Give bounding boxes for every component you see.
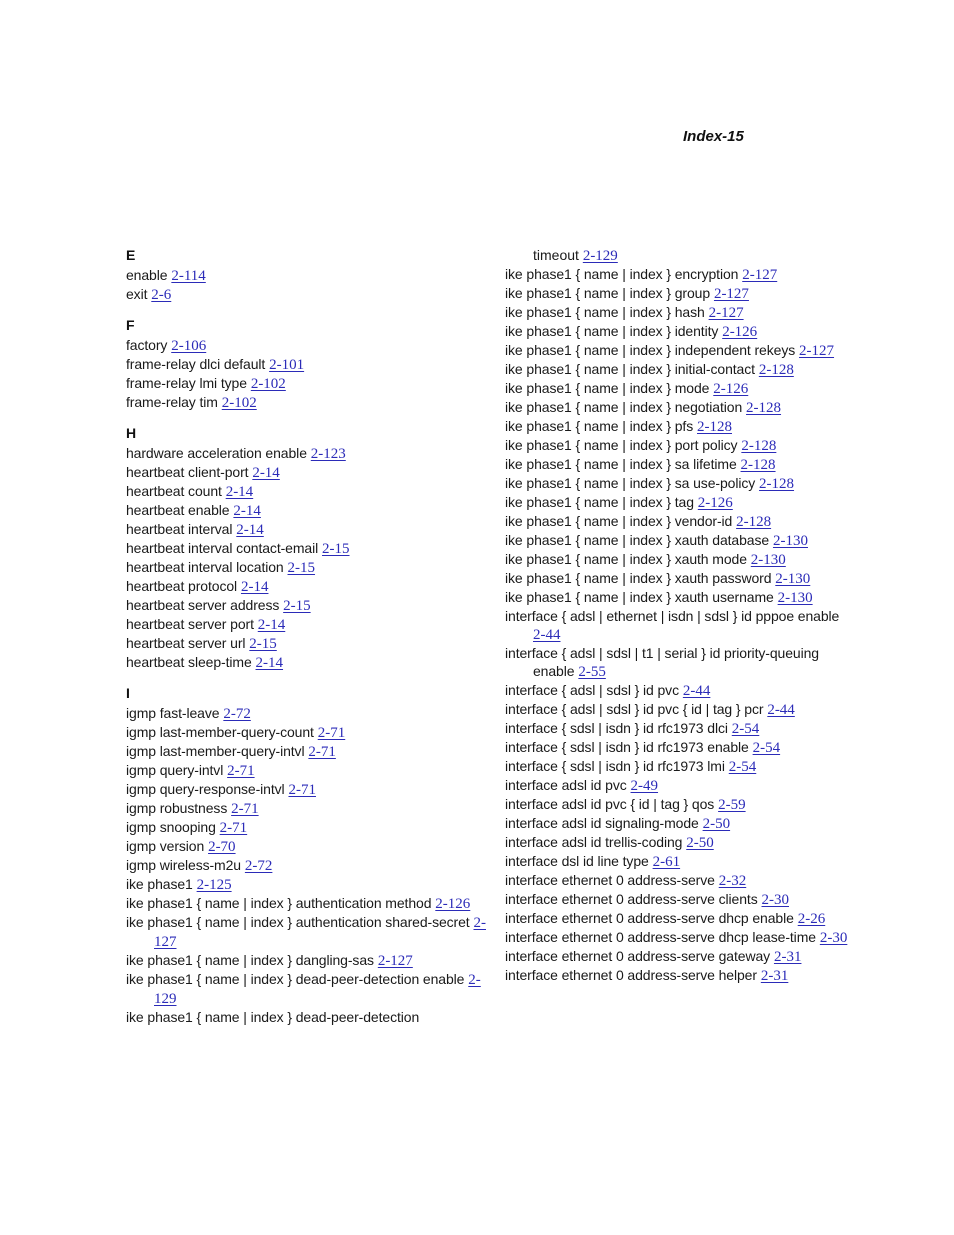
page-reference-link[interactable]: 2-14: [236, 522, 264, 538]
index-term: ike phase1 { name | index } dead-peer-detection enable: [126, 971, 465, 987]
index-entry: [505, 814, 850, 833]
index-term: igmp wireless-m2u: [126, 857, 241, 873]
index-term: heartbeat interval contact-email: [126, 540, 319, 556]
index-entry: [126, 482, 486, 501]
index-term: heartbeat server port: [126, 616, 254, 632]
index-entry: [126, 393, 486, 412]
page-reference-link[interactable]: 2-14: [255, 655, 284, 671]
section-heading: F: [126, 317, 135, 333]
index-term: heartbeat protocol: [126, 578, 238, 594]
index-entry: [505, 852, 850, 871]
page-reference-link[interactable]: 2-71: [231, 801, 259, 817]
index-entry: [126, 837, 486, 856]
index-column-left: [126, 246, 486, 1026]
page-reference-link[interactable]: 2-32: [718, 873, 747, 889]
section-heading: I: [126, 685, 130, 701]
index-entry: [126, 913, 486, 951]
index-term: heartbeat server url: [126, 635, 246, 651]
page-reference-link[interactable]: 2-126: [713, 381, 749, 397]
page-reference-link[interactable]: 2-6: [151, 287, 172, 303]
page-reference-link[interactable]: 2-15: [287, 560, 316, 576]
page-reference-link[interactable]: 2-61: [652, 854, 681, 870]
index-entry: [505, 795, 850, 814]
page-reference-link[interactable]: 2-72: [244, 858, 273, 874]
index-entry: [126, 520, 486, 539]
index-term: ike phase1 { name | index } hash: [505, 304, 705, 320]
page-reference-link[interactable]: 2-130: [772, 533, 808, 549]
index-term: hardware acceleration enable: [126, 445, 307, 461]
page-reference-link[interactable]: 2-71: [317, 725, 346, 741]
index-term: heartbeat interval: [126, 521, 233, 537]
index-entry: [126, 558, 486, 577]
index-entry: [126, 723, 486, 742]
index-entry: [126, 355, 486, 374]
index-term: ike phase1 { name | index } mode: [505, 380, 710, 396]
index-entry: [505, 436, 850, 455]
page-number-header: Index-15: [683, 128, 744, 145]
page-reference-link[interactable]: 2-114: [171, 268, 206, 284]
index-term: interface { adsl | sdsl | t1 | serial } id priority-queuing enable: [505, 645, 819, 679]
index-entry: [126, 444, 486, 463]
index-term: ike phase1 { name | index } authentication shared-secret: [126, 914, 470, 930]
page-reference-link[interactable]: 2-31: [760, 968, 789, 984]
index-entry: [505, 909, 850, 928]
index-term: igmp snooping: [126, 819, 216, 835]
index-entry: [126, 780, 486, 799]
index-entry: [505, 607, 850, 644]
index-term: ike phase1 { name | index } sa lifetime: [505, 456, 737, 472]
index-term: interface { adsl | sdsl } id pvc: [505, 682, 679, 698]
page-reference-link[interactable]: 2-126: [722, 324, 758, 340]
index-entry: [505, 738, 850, 757]
index-term: ike phase1 { name | index } encryption: [505, 266, 739, 282]
index-term: igmp version: [126, 838, 205, 854]
index-entry: [126, 596, 486, 615]
section-heading: H: [126, 425, 137, 441]
page-reference-link[interactable]: 2-123: [310, 446, 346, 462]
index-entry: [505, 719, 850, 738]
index-entry: [505, 398, 850, 417]
page-reference-link[interactable]: 2-130: [777, 590, 813, 606]
index-term: igmp last-member-query-intvl: [126, 743, 305, 759]
page-reference-link[interactable]: 2-106: [171, 338, 207, 354]
index-entry: [126, 856, 486, 875]
index-entry: [126, 539, 486, 558]
index-entry: [505, 379, 850, 398]
index-entry: [505, 455, 850, 474]
index-term: interface adsl id signaling-mode: [505, 815, 699, 831]
index-term: interface adsl id trellis-coding: [505, 834, 683, 850]
index-entry: [505, 776, 850, 795]
page-reference-link[interactable]: 2-44: [767, 702, 795, 718]
section-heading: E: [126, 247, 136, 263]
index-term: frame-relay tim: [126, 394, 218, 410]
index-term: interface { adsl | sdsl } id pvc { id | tag } pcr: [505, 701, 764, 717]
page-reference-link[interactable]: 2-70: [208, 839, 236, 855]
index-term: ike phase1 { name | index } authentication method: [126, 895, 432, 911]
index-term: factory: [126, 337, 168, 353]
index-term: interface ethernet 0 address-serve clients: [505, 891, 758, 907]
index-entry: [505, 417, 850, 436]
index-entry: [126, 704, 486, 723]
index-entry: [505, 947, 850, 966]
page-reference-link[interactable]: 2-130: [775, 571, 811, 587]
page-reference-link[interactable]: 2-127: [377, 953, 413, 969]
page-reference-link[interactable]: 2-14: [233, 503, 261, 519]
index-term: ike phase1 { name | index } tag: [505, 494, 694, 510]
page-reference-link[interactable]: 2-127: [799, 343, 835, 359]
index-entry: [505, 246, 850, 265]
index-entry: [126, 577, 486, 596]
index-entry: [505, 284, 850, 303]
page-reference-link[interactable]: 2-31: [773, 949, 802, 965]
index-entry: [126, 285, 486, 304]
page-reference-link[interactable]: 2-49: [630, 778, 659, 794]
page-reference-link[interactable]: 2-129: [582, 248, 618, 264]
page-reference-link[interactable]: 2-14: [252, 465, 280, 481]
index-entry: [126, 1008, 486, 1026]
index-column-right: [505, 246, 850, 985]
index-entry: [126, 818, 486, 837]
index-term: ike phase1 { name | index } port policy: [505, 437, 738, 453]
index-term: ike phase1 { name | index } xauth mode: [505, 551, 747, 567]
page-reference-link[interactable]: 2-128: [740, 457, 776, 473]
index-term: ike phase1 { name | index } vendor-id: [505, 513, 733, 529]
index-term: ike phase1 { name | index } xauth username: [505, 589, 774, 605]
index-term: interface ethernet 0 address-serve gateway: [505, 948, 771, 964]
index-entry: [126, 970, 486, 1008]
page-reference-link[interactable]: 2-127: [708, 305, 744, 321]
index-entry: [505, 474, 850, 493]
index-term: frame-relay dlci default: [126, 356, 266, 372]
index-term: interface { sdsl | isdn } id rfc1973 dlci: [505, 720, 728, 736]
index-entry: [505, 531, 850, 550]
index-entry: [126, 799, 486, 818]
index-term: interface { sdsl | isdn } id rfc1973 enable: [505, 739, 749, 755]
index-term: interface adsl id pvc: [505, 777, 627, 793]
index-entry: [126, 742, 486, 761]
page-reference-link[interactable]: 2-71: [308, 744, 336, 760]
page-reference-link[interactable]: 2-128: [697, 419, 732, 435]
index-entry: [505, 757, 850, 776]
index-term: ike phase1 { name | index } initial-contact: [505, 361, 755, 377]
index-term: ike phase1 { name | index } pfs: [505, 418, 694, 434]
page-reference-link[interactable]: 2-14: [225, 484, 254, 500]
page-reference-link[interactable]: 2-129: [154, 972, 481, 1007]
page-reference-link[interactable]: 2-71: [227, 763, 255, 779]
page-reference-link[interactable]: 2-26: [797, 911, 826, 927]
index-term: ike phase1 { name | index } group: [505, 285, 711, 301]
index-entry: [126, 501, 486, 520]
index-term: interface ethernet 0 address-serve dhcp lease-time: [505, 929, 816, 945]
index-entry: [505, 360, 850, 379]
index-entry: [126, 463, 486, 482]
page-reference-link[interactable]: 2-128: [758, 362, 794, 378]
page-reference-link[interactable]: 2-15: [249, 636, 277, 652]
index-entry: [505, 569, 850, 588]
page-reference-link[interactable]: 2-30: [819, 930, 848, 946]
index-term: heartbeat count: [126, 483, 222, 499]
index-term: heartbeat interval location: [126, 559, 284, 575]
index-entry: [505, 341, 850, 360]
page-reference-link[interactable]: 2-54: [728, 759, 757, 775]
index-term: ike phase1 { name | index } sa use-policy: [505, 475, 756, 491]
page-reference-link[interactable]: 2-14: [240, 579, 269, 595]
page-reference-link[interactable]: 2-102: [250, 376, 286, 392]
index-term: ike phase1 { name | index } independent rekeys: [505, 342, 796, 358]
page-reference-link[interactable]: 2-50: [702, 816, 731, 832]
index-entry: [126, 653, 486, 672]
page-reference-link[interactable]: 2-71: [288, 782, 316, 798]
index-entry: [505, 833, 850, 852]
page-reference-link[interactable]: 2-126: [697, 495, 733, 511]
index-entry: [126, 894, 486, 913]
index-term: frame-relay lmi type: [126, 375, 247, 391]
page-reference-link[interactable]: 2-71: [219, 820, 248, 836]
index-term: igmp query-intvl: [126, 762, 224, 778]
page-reference-link[interactable]: 2-54: [731, 721, 760, 737]
index-entry: [126, 374, 486, 393]
index-entry: [126, 634, 486, 653]
index-term: ike phase1 { name | index } dead-peer-detection: [126, 1009, 420, 1025]
page-reference-link[interactable]: 2-130: [750, 552, 786, 568]
index-entry: [505, 681, 850, 700]
page-reference-link[interactable]: 2-128: [736, 514, 772, 530]
index-entry: [126, 951, 486, 970]
index-term: heartbeat enable: [126, 502, 230, 518]
index-entry: [505, 871, 850, 890]
page-reference-link[interactable]: 2-44: [682, 683, 711, 699]
page-reference-link[interactable]: 2-15: [283, 598, 311, 614]
page-reference-link[interactable]: 2-44: [533, 627, 561, 643]
page-reference-link[interactable]: 2-30: [761, 892, 789, 908]
index-entry: [126, 615, 486, 634]
index-term: interface ethernet 0 address-serve dhcp enable: [505, 910, 794, 926]
index-entry: [505, 644, 850, 681]
index-term: igmp fast-leave: [126, 705, 220, 721]
page-reference-link[interactable]: 2-128: [741, 438, 777, 454]
index-term: ike phase1 { name | index } identity: [505, 323, 719, 339]
index-entry: [505, 322, 850, 341]
index-term: interface { sdsl | isdn } id rfc1973 lmi: [505, 758, 725, 774]
index-entry: [126, 875, 486, 894]
page-reference-link[interactable]: 2-127: [713, 286, 749, 302]
page-reference-link[interactable]: 2-128: [759, 476, 795, 492]
page-reference-link[interactable]: 2-125: [196, 877, 232, 893]
page-reference-link[interactable]: 2-101: [269, 357, 305, 373]
index-term: ike phase1 { name | index } dangling-sas: [126, 952, 374, 968]
index-term: ike phase1: [126, 876, 193, 892]
index-entry: [505, 700, 850, 719]
index-entry: [505, 493, 850, 512]
index-term: igmp robustness: [126, 800, 228, 816]
index-entry: [126, 336, 486, 355]
page-reference-link[interactable]: 2-59: [718, 797, 746, 813]
index-term: interface { adsl | ethernet | isdn | sdsl } id pppoe enable: [505, 608, 840, 624]
index-term: interface dsl id line type: [505, 853, 649, 869]
index-term: interface adsl id pvc { id | tag } qos: [505, 796, 715, 812]
index-term: ike phase1 { name | index } negotiation: [505, 399, 743, 415]
page-reference-link[interactable]: 2-15: [322, 541, 350, 557]
index-term: ike phase1 { name | index } xauth password: [505, 570, 772, 586]
index-term: heartbeat server address: [126, 597, 280, 613]
index-entry: [505, 890, 850, 909]
index-entry: [505, 512, 850, 531]
index-entry: [126, 266, 486, 285]
index-entry: [126, 761, 486, 780]
page-reference-link[interactable]: 2-72: [223, 706, 251, 722]
index-entry: [505, 588, 850, 607]
index-term: interface ethernet 0 address-serve: [505, 872, 715, 888]
index-term: ike phase1 { name | index } xauth database: [505, 532, 770, 548]
index-entry: [505, 966, 850, 985]
index-term: exit: [126, 286, 148, 302]
index-term: heartbeat client-port: [126, 464, 249, 480]
index-term: timeout: [533, 247, 579, 263]
index-entry: [505, 550, 850, 569]
index-term: enable: [126, 267, 168, 283]
page-reference-link[interactable]: 2-14: [257, 617, 286, 633]
index-term: igmp last-member-query-count: [126, 724, 314, 740]
index-entry: [505, 303, 850, 322]
index-term: heartbeat sleep-time: [126, 654, 252, 670]
page-reference-link[interactable]: 2-54: [752, 740, 781, 756]
page-reference-link[interactable]: 2-102: [221, 395, 257, 411]
index-term: igmp query-response-intvl: [126, 781, 285, 797]
page-reference-link[interactable]: 2-55: [578, 664, 606, 680]
page-reference-link[interactable]: 2-127: [742, 267, 778, 283]
page-reference-link[interactable]: 2-126: [435, 896, 471, 912]
index-entry: [505, 265, 850, 284]
index-entry: [505, 928, 850, 947]
page-reference-link[interactable]: 2-127: [154, 915, 486, 950]
index-term: interface ethernet 0 address-serve helper: [505, 967, 757, 983]
page-reference-link[interactable]: 2-50: [686, 835, 714, 851]
page-reference-link[interactable]: 2-128: [746, 400, 782, 416]
